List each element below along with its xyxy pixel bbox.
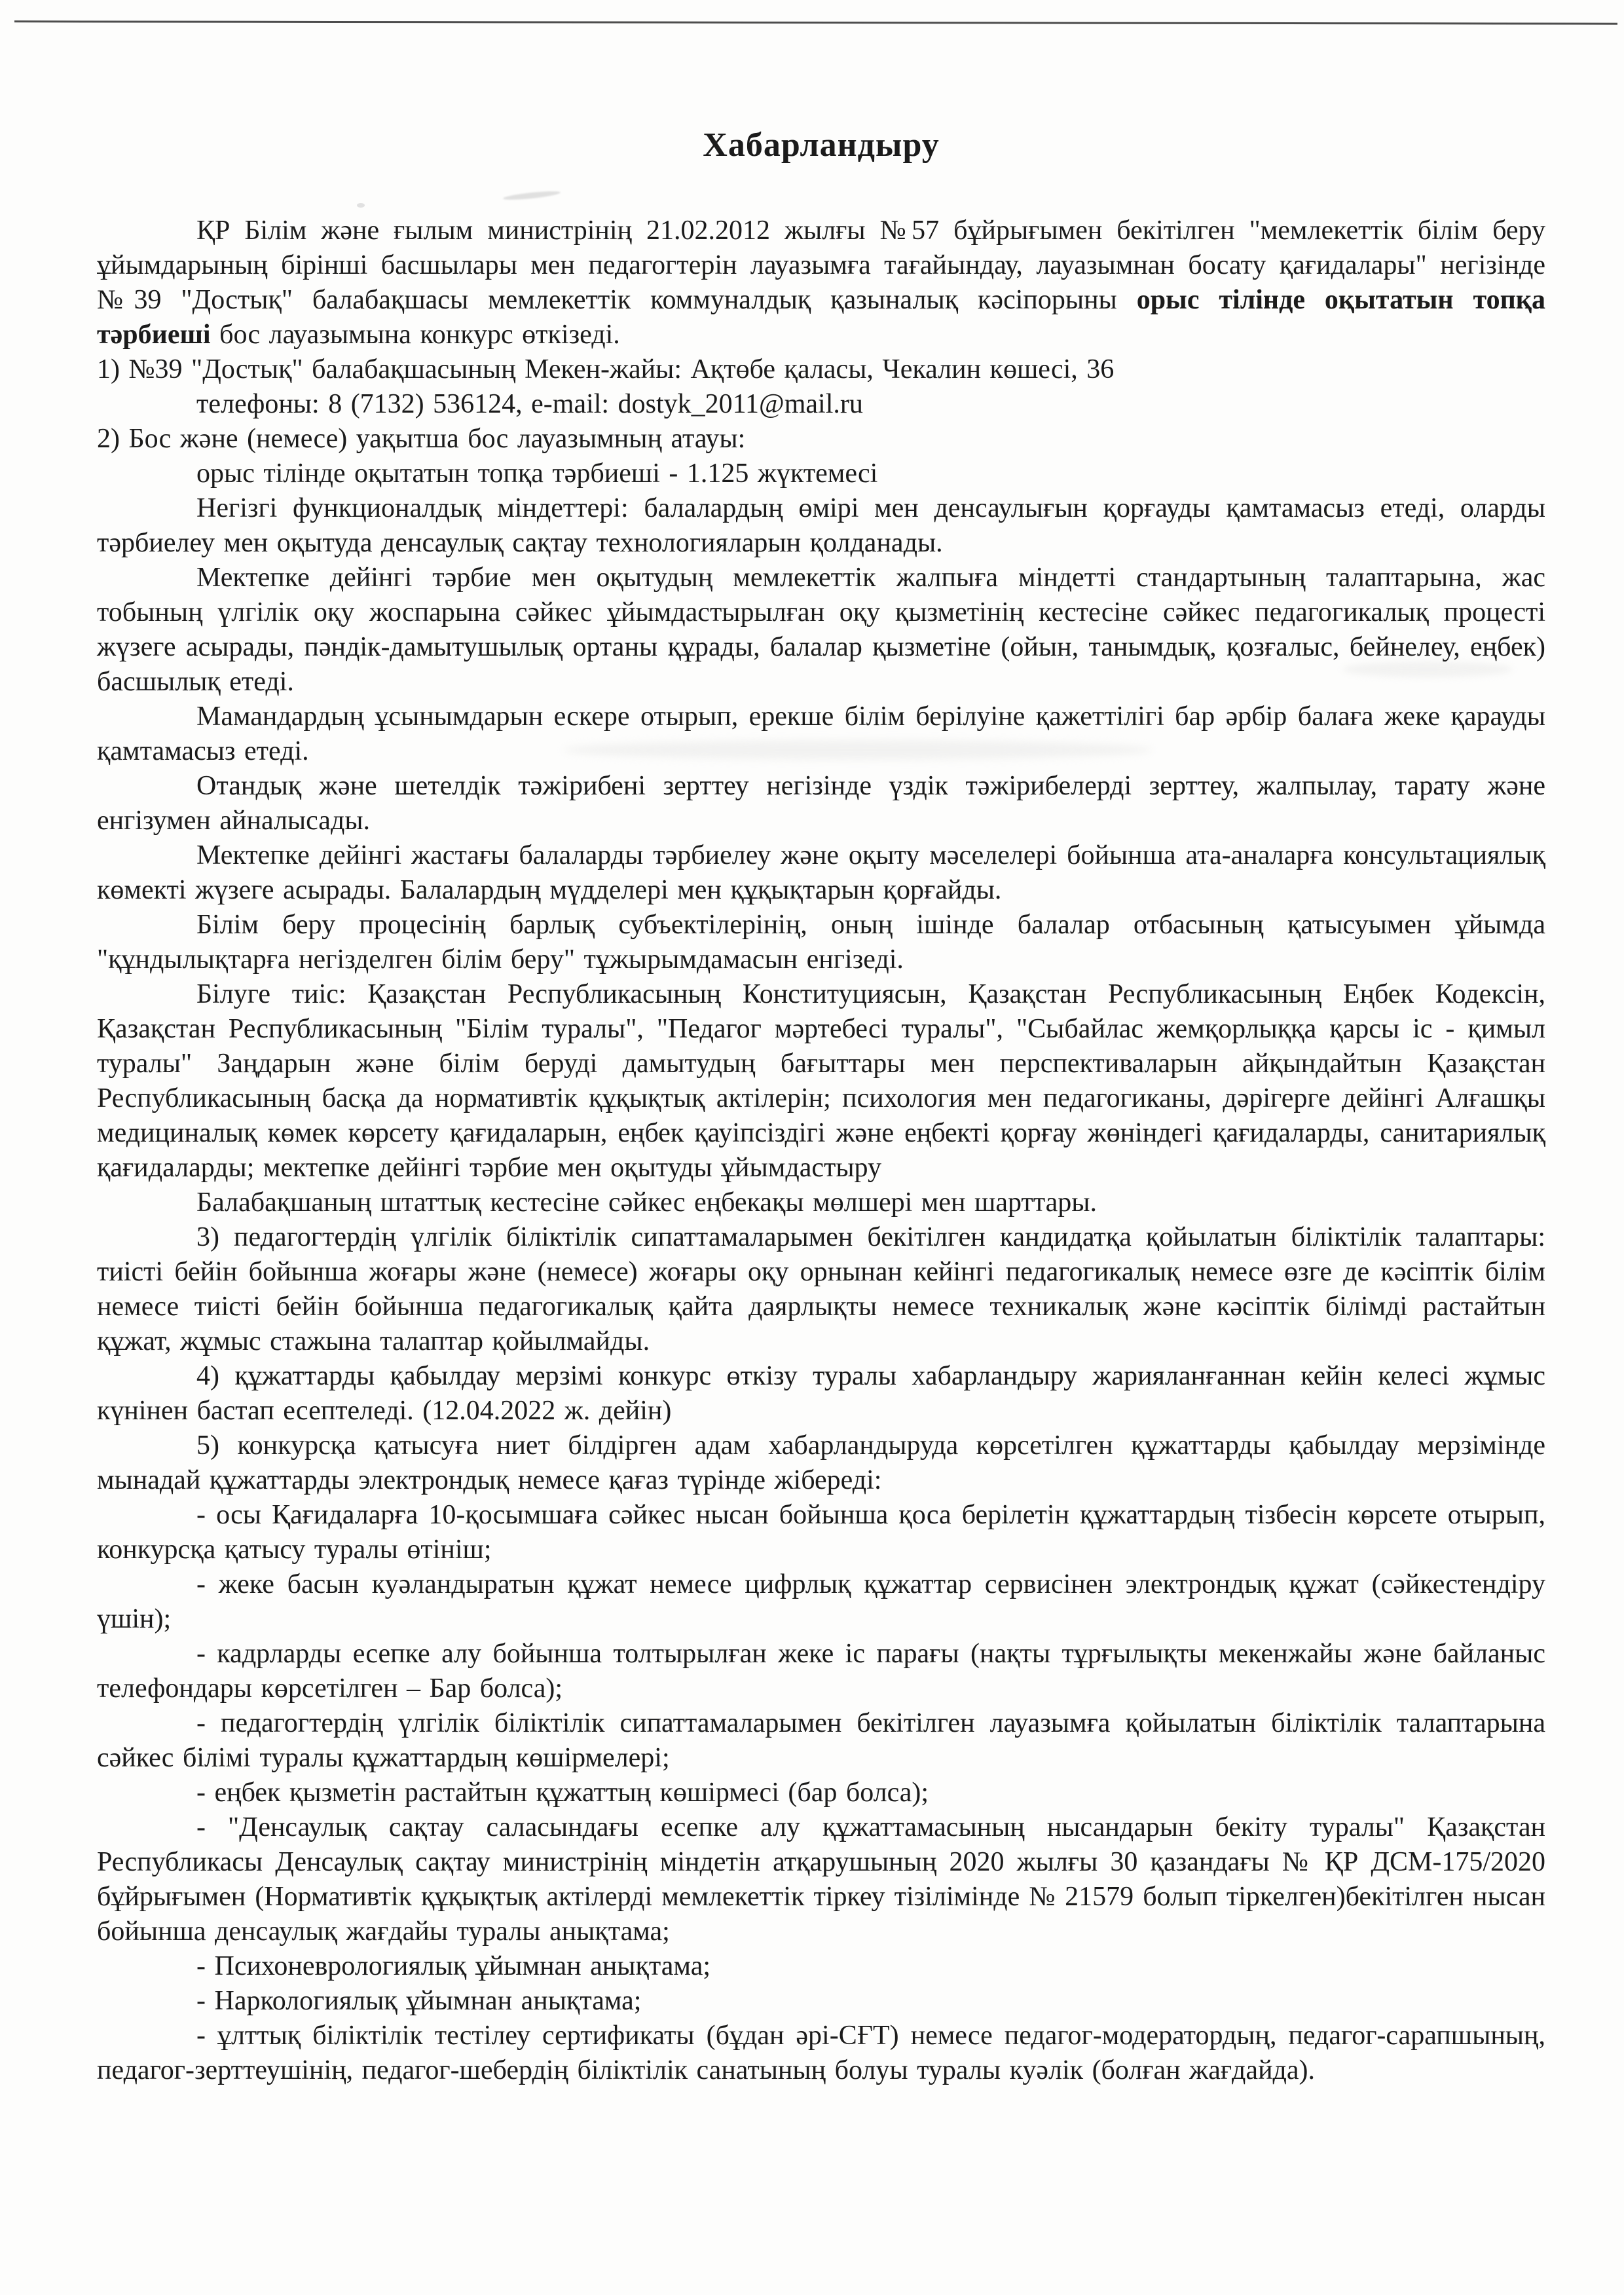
text-run: Білім беру процесінің барлық субъектілерінің, оның ішінде балалар отбасының қатысуымен ұйымда "құндылықтарға негізделген білім беру" тұжырымдамасын енгізеді. (97, 910, 1545, 975)
experience-paragraph (97, 769, 1545, 838)
values-education-paragraph (97, 908, 1545, 977)
text-run: - осы Қағидаларға 10-қосымшаға сәйкес нысан бойынша қоса берілетін құжаттардың тізбесін көрсете отырып, конкурсқа қатысу туралы өтініш; (97, 1500, 1545, 1565)
text-run: телефоны: 8 (7132) 536124, e-mail: dostyk_2011@mail.ru (196, 389, 863, 419)
vacancy-load-line (97, 457, 1545, 491)
item-4-deadline (97, 1359, 1545, 1428)
document-body (97, 214, 1545, 2088)
parent-consulting-paragraph (97, 838, 1545, 908)
doc-application (97, 1498, 1545, 1567)
item-5-documents (97, 1428, 1545, 1498)
text-run: - жеке басын куәландыратын құжат немесе цифрлық құжаттар сервисінен электрондық құжат (сәйкестендіру үшін); (97, 1569, 1545, 1634)
item-2-vacancy-title (97, 422, 1545, 457)
text-run: - "Денсаулық сақтау саласындағы есепке алу құжаттамасының нысандарын бекіту туралы" Қазақстан Республикасы Денсаулық сақтау министрінің міндетін атқарушының 2020 жылғы 30 қазандағы № ҚР ДСМ-175/2020 бұйрығымен (Нормативтік құқықтық актілерді мемлекеттік тіркеу тізілімінде № 21579 болып тіркелген)бекітілген нысан бойынша денсаулық жағдайы туралы анықтама; (97, 1812, 1545, 1947)
emphasized-text: орыс тілінде оқытатын топқа тәрбиеші (97, 285, 1545, 350)
text-run: 1) №39 "Достық" балабақшасының Мекен-жайы: Ақтөбе қаласы, Чекалин көшесі, 36 (97, 354, 1115, 384)
scan-edge-line (14, 20, 1617, 24)
text-run: 3) педагогтердің үлгілік біліктілік сипаттамаларымен бекітілген кандидатқа қойылатын біліктілік талаптары: тиісті бейін бойынша жоғары және (немесе) жоғары оқу орнынан кейінгі педагогикалық немесе өзге де кәсіптік білім немесе тиісті бейін бойынша педагогикалық қайта даярлықты немесе техникалық және кәсіптік білімді растайтын құжат, жұмыс стажына талаптар қойылмайды. (97, 1222, 1545, 1356)
must-know-paragraph (97, 977, 1545, 1185)
doc-education-copies (97, 1706, 1545, 1776)
page-title: Хабарландыру (703, 126, 940, 164)
text-run: ҚР Білім және ғылым министрінің 21.02.2012 жылғы №57 бұйрығымен бекітілген "мемлекеттік білім беру ұйымдарының бірінші басшылары мен педагогтерін лауазымға тағайындау, лауазымнан босату қағидалары" негізінде №39 "Достық" балабақшасы мемлекеттік коммуналдық қазыналық кәсіпорыны (97, 215, 1545, 315)
doc-narcological (97, 1984, 1545, 2019)
document-sheet (97, 106, 1545, 2088)
item-1-address (97, 352, 1545, 387)
text-run: - Наркологиялық ұйымнан анықтама; (196, 1986, 642, 2016)
phone-email-line (97, 387, 1545, 422)
text-run: Мамандардың ұсынымдарын ескере отырып, ерекше білім берілуіне қажеттілігі бар әрбір балаға жеке қарауды қамтамасыз етеді. (97, 701, 1545, 766)
doc-psychoneurological (97, 1949, 1545, 1984)
doc-qualification-certificate (97, 2019, 1545, 2088)
item-3-qualification (97, 1220, 1545, 1359)
text-run: Мектепке дейінгі тәрбие мен оқытудың мемлекеттік жалпыға міндетті стандартының талаптарына, жас тобының үлгілік оқу жоспарына сәйкес ұйымдастырылған оқу қызметінің кестесіне сәйкес педагогикалық процесті жүзеге асырады, пәндік-дамытушылық ортаны құрады, балалар қызметіне (ойын, танымдық, қозғалыс, бейнелеу, еңбек) басшылық етеді. (97, 563, 1545, 697)
salary-paragraph (97, 1185, 1545, 1220)
doc-health-certificate (97, 1810, 1545, 1949)
text-run: - еңбек қызметін растайтын құжаттың көшірмесі (бар болса); (196, 1778, 929, 1808)
doc-personnel-sheet (97, 1637, 1545, 1706)
text-run: - Психоневрологиялық ұйымнан анықтама; (196, 1951, 711, 1981)
doc-work-record (97, 1776, 1545, 1810)
text-run: 2) Бос және (немесе) уақытша бос лауазымның атауы: (97, 424, 746, 454)
text-run: 5) конкурсқа қатысуға ниет білдірген адам хабарландыруда көрсетілген құжаттарды қабылдау мерзімінде мынадай құжаттарды электрондық немесе қағаз түрінде жібереді: (97, 1430, 1545, 1495)
text-run: орыс тілінде оқытатын топқа тәрбиеші - 1.125 жүктемесі (196, 458, 878, 489)
intro-paragraph (97, 214, 1545, 352)
text-run: Білуге тиіс: Қазақстан Республикасының Конституциясын, Қазақстан Республикасының Еңбек Кодексін, Қазақстан Республикасының "Білім туралы", "Педагог мәртебесі туралы", "Сыбайлас жемқорлыққа қарсы іс - қимыл туралы" Заңдарын және білім беруді дамытудың бағыттары мен перспективаларын айқындайтын Қазақстан Республикасының басқа да нормативтік құқықтық актілерін; психология мен педагогиканы, дәрігерге дейінгі Алғашқы медициналық көмек көрсету қағидаларын, еңбек қауіпсіздігі және еңбекті қорғау жөніндегі қағидаларды, санитариялық қағидаларды; мектепке дейінгі тәрбие мен оқытуды ұйымдастыру (97, 979, 1545, 1183)
text-run: Балабақшаның штаттық кестесіне сәйкес еңбекақы мөлшері мен шарттары. (196, 1187, 1098, 1218)
doc-identity (97, 1567, 1545, 1637)
text-run: - кадрларды есепке алу бойынша толтырылған жеке іс парағы (нақты тұрғылықты мекенжайы және байланыс телефондары көрсетілген – Бар болса); (97, 1639, 1545, 1704)
individual-approach-paragraph (97, 700, 1545, 769)
duties-paragraph (97, 491, 1545, 561)
text-run: Отандық және шетелдік тәжірибені зерттеу негізінде үздік тәжірибелерді зерттеу, жалпылау, тарату және енгізумен айналысады. (97, 771, 1545, 836)
process-paragraph (97, 561, 1545, 700)
text-run: - ұлттық біліктілік тестілеу сертификаты (бұдан әрі-СҒТ) немесе педагог-модератордың, педагог-сарапшының, педагог-зерттеушінің, педагог-шебердің біліктілік санатының болуы туралы куәлік (болған жағдайда). (97, 2021, 1545, 2085)
text-run: бос лауазымына конкурс өткізеді. (210, 320, 620, 350)
text-run: 4) құжаттарды қабылдау мерзімі конкурс өткізу туралы хабарландыру жарияланғаннан кейін келесі жұмыс күнінен бастап есептеледі. (12.04.2022 ж. дейін) (97, 1361, 1545, 1426)
text-run: - педагогтердің үлгілік біліктілік сипаттамаларымен бекітілген лауазымға қойылатын біліктілік талаптарына сәйкес білімі туралы құжаттардың көшірмелері; (97, 1708, 1545, 1773)
text-run: Мектепке дейінгі жастағы балаларды тәрбиелеу және оқыту мәселелері бойынша ата-аналарға консультациялық көмекті жүзеге асырады. Балалардың мүдделері мен құқықтарын қорғайды. (97, 840, 1545, 905)
text-run: Негізгі функционалдық міндеттері: балалардың өмірі мен денсаулығын қорғауды қамтамасыз етеді, оларды тәрбиелеу мен оқытуда денсаулық сақтау технологияларын қолданады. (97, 493, 1545, 558)
